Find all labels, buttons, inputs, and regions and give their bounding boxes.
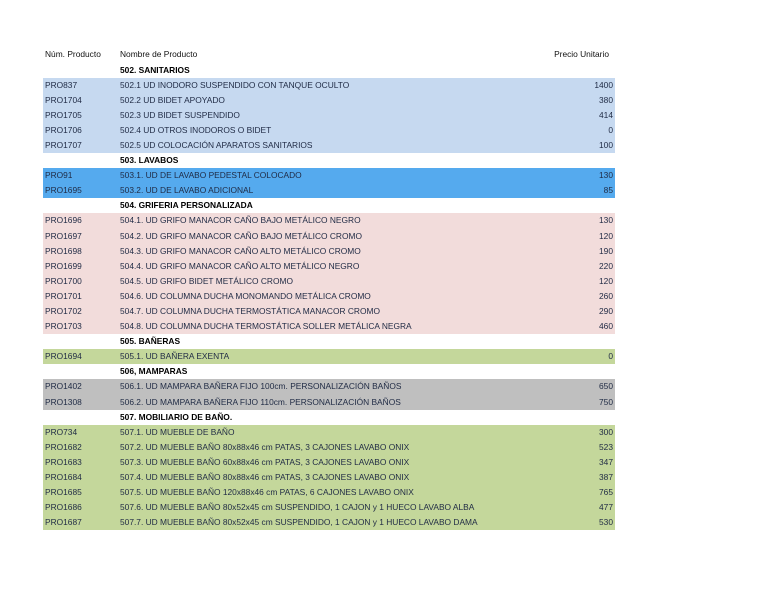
product-name: 507.5. UD MUEBLE BAÑO 120x88x46 cm PATAS, 6 CAJONES LAVABO ONIX — [120, 487, 414, 498]
unit-price: 190 — [599, 245, 613, 256]
product-code: PRO1706 — [45, 124, 82, 135]
table-row — [43, 138, 615, 153]
table-row — [43, 78, 615, 93]
section-header-row — [43, 63, 615, 78]
unit-price: 650 — [599, 381, 613, 392]
product-name: 507.7. UD MUEBLE BAÑO 80x52x45 cm SUSPENDIDO, 1 CAJON y 1 HUECO LAVABO DAMA — [120, 517, 478, 528]
table-row — [43, 470, 615, 485]
product-code: PRO1702 — [45, 306, 82, 316]
table-row — [43, 440, 615, 455]
product-name: 504.6. UD COLUMNA DUCHA MONOMANDO METÁLICA CROMO — [120, 290, 371, 301]
product-code: PRO1696 — [45, 215, 82, 226]
product-name: 502.3 UD BIDET SUSPENDIDO — [120, 109, 240, 120]
unit-price: 85 — [603, 185, 613, 196]
table-row — [43, 259, 615, 274]
column-header-price: Precio Unitario — [554, 49, 609, 59]
product-name: 507.4. UD MUEBLE BAÑO 80x88x46 cm PATAS, 3 CAJONES LAVABO ONIX — [120, 472, 410, 483]
table-row — [43, 168, 615, 183]
table-row — [43, 455, 615, 470]
product-name: 504.3. UD GRIFO MANACOR CAÑO ALTO METÁLICO CROMO — [120, 245, 361, 256]
product-name: 507.2. UD MUEBLE BAÑO 80x88x46 cm PATAS, 3 CAJONES LAVABO ONIX — [120, 441, 410, 452]
section-header-row — [43, 153, 615, 168]
section-title: 507. MOBILIARIO DE BAÑO. — [120, 411, 233, 422]
table-row — [43, 93, 615, 108]
product-code: PRO1687 — [45, 517, 82, 528]
product-name: 504.5. UD GRIFO BIDET METÁLICO CROMO — [120, 275, 293, 286]
product-code: PRO1682 — [45, 441, 82, 452]
table-row — [43, 289, 615, 304]
table-header-row — [43, 47, 615, 63]
section-title: 504. GRIFERIA PERSONALIZADA — [120, 200, 253, 211]
product-name: 502.2 UD BIDET APOYADO — [120, 94, 225, 105]
table-row — [43, 244, 615, 259]
product-code: PRO1698 — [45, 245, 82, 256]
unit-price: 347 — [599, 456, 613, 467]
product-name: 507.3. UD MUEBLE BAÑO 60x88x46 cm PATAS, 3 CAJONES LAVABO ONIX — [120, 456, 410, 467]
section-header-row — [43, 334, 615, 349]
column-header-code: Núm. Producto — [45, 49, 101, 59]
product-name: 502.5 UD COLOCACIÓN APARATOS SANITARIOS — [120, 139, 313, 150]
product-name: 502.1 UD INODORO SUSPENDIDO CON TANQUE OCULTO — [120, 79, 350, 90]
table-row — [43, 108, 615, 123]
product-code: PRO1703 — [45, 321, 82, 332]
table-row — [43, 379, 615, 394]
price-table — [43, 47, 615, 530]
product-code: PRO91 — [45, 170, 73, 181]
product-code: PRO1683 — [45, 456, 82, 467]
product-code: PRO1685 — [45, 487, 82, 498]
product-name: 506.1. UD MAMPARA BAÑERA FIJO 100cm. PERSONALIZACIÓN BAÑOS — [120, 381, 402, 392]
product-code: PRO1705 — [45, 109, 82, 120]
product-code: PRO1686 — [45, 502, 82, 513]
product-name: 504.2. UD GRIFO MANACOR CAÑO BAJO METÁLICO CROMO — [120, 230, 362, 241]
unit-price: 380 — [599, 94, 613, 105]
table-row — [43, 425, 615, 440]
product-name: 504.4. UD GRIFO MANACOR CAÑO ALTO METÁLICO NEGRO — [120, 260, 360, 271]
unit-price: 477 — [599, 502, 613, 513]
product-name: 504.7. UD COLUMNA DUCHA TERMOSTÁTICA MANACOR CROMO — [120, 306, 380, 316]
product-name: 504.1. UD GRIFO MANACOR CAÑO BAJO METÁLICO NEGRO — [120, 215, 361, 226]
section-title: 503. LAVABOS — [120, 155, 179, 166]
unit-price: 220 — [599, 260, 613, 271]
product-code: PRO1694 — [45, 351, 82, 362]
unit-price: 120 — [599, 275, 613, 286]
product-name: 506.2. UD MAMPARA BAÑERA FIJO 110cm. PERSONALIZACIÓN BAÑOS — [120, 396, 401, 407]
table-row — [43, 319, 615, 334]
unit-price: 0 — [608, 124, 613, 135]
table-row — [43, 349, 615, 364]
product-code: PRO734 — [45, 426, 78, 437]
product-name: 502.4 UD OTROS INODOROS O BIDET — [120, 124, 272, 135]
product-code: PRO1697 — [45, 230, 82, 241]
table-row — [43, 500, 615, 515]
table-body — [43, 63, 615, 531]
product-name: 503.2. UD DE LAVABO ADICIONAL — [120, 185, 254, 196]
unit-price: 120 — [599, 230, 613, 241]
table-row — [43, 274, 615, 289]
product-code: PRO1308 — [45, 396, 82, 407]
table-row — [43, 515, 615, 530]
table-row — [43, 183, 615, 198]
product-code: PRO1695 — [45, 185, 82, 196]
product-code: PRO1707 — [45, 139, 82, 150]
product-code: PRO1704 — [45, 94, 82, 105]
unit-price: 290 — [599, 306, 613, 316]
table-row — [43, 213, 615, 228]
unit-price: 0 — [608, 351, 613, 362]
unit-price: 260 — [599, 290, 613, 301]
unit-price: 523 — [599, 441, 613, 452]
unit-price: 460 — [599, 321, 613, 332]
unit-price: 300 — [599, 426, 613, 437]
unit-price: 414 — [599, 109, 613, 120]
section-title: 502. SANITARIOS — [120, 64, 190, 75]
section-header-row — [43, 364, 615, 379]
table-row — [43, 304, 615, 319]
unit-price: 750 — [599, 396, 613, 407]
column-header-name: Nombre de Producto — [120, 49, 198, 59]
unit-price: 130 — [599, 215, 613, 226]
product-code: PRO1402 — [45, 381, 82, 392]
product-name: 503.1. UD DE LAVABO PEDESTAL COLOCADO — [120, 170, 302, 181]
unit-price: 387 — [599, 472, 613, 483]
table-row — [43, 485, 615, 500]
unit-price: 100 — [599, 139, 613, 150]
product-code: PRO1701 — [45, 290, 82, 301]
product-name: 505.1. UD BAÑERA EXENTA — [120, 351, 230, 362]
section-header-row — [43, 198, 615, 213]
unit-price: 530 — [599, 517, 613, 528]
section-title: 506, MAMPARAS — [120, 366, 188, 377]
section-header-row — [43, 410, 615, 425]
product-code: PRO1684 — [45, 472, 82, 483]
product-code: PRO1700 — [45, 275, 82, 286]
product-code: PRO1699 — [45, 260, 82, 271]
product-name: 504.8. UD COLUMNA DUCHA TERMOSTÁTICA SOLLER METÁLICA NEGRA — [120, 321, 412, 332]
unit-price: 765 — [599, 487, 613, 498]
table-row — [43, 395, 615, 410]
unit-price: 130 — [599, 170, 613, 181]
product-name: 507.6. UD MUEBLE BAÑO 80x52x45 cm SUSPENDIDO, 1 CAJON y 1 HUECO LAVABO ALBA — [120, 502, 475, 513]
product-code: PRO837 — [45, 79, 78, 90]
product-name: 507.1. UD MUEBLE DE BAÑO — [120, 426, 235, 437]
unit-price: 1400 — [594, 79, 613, 90]
table-row — [43, 123, 615, 138]
table-row — [43, 229, 615, 244]
section-title: 505. BAÑERAS — [120, 336, 181, 347]
